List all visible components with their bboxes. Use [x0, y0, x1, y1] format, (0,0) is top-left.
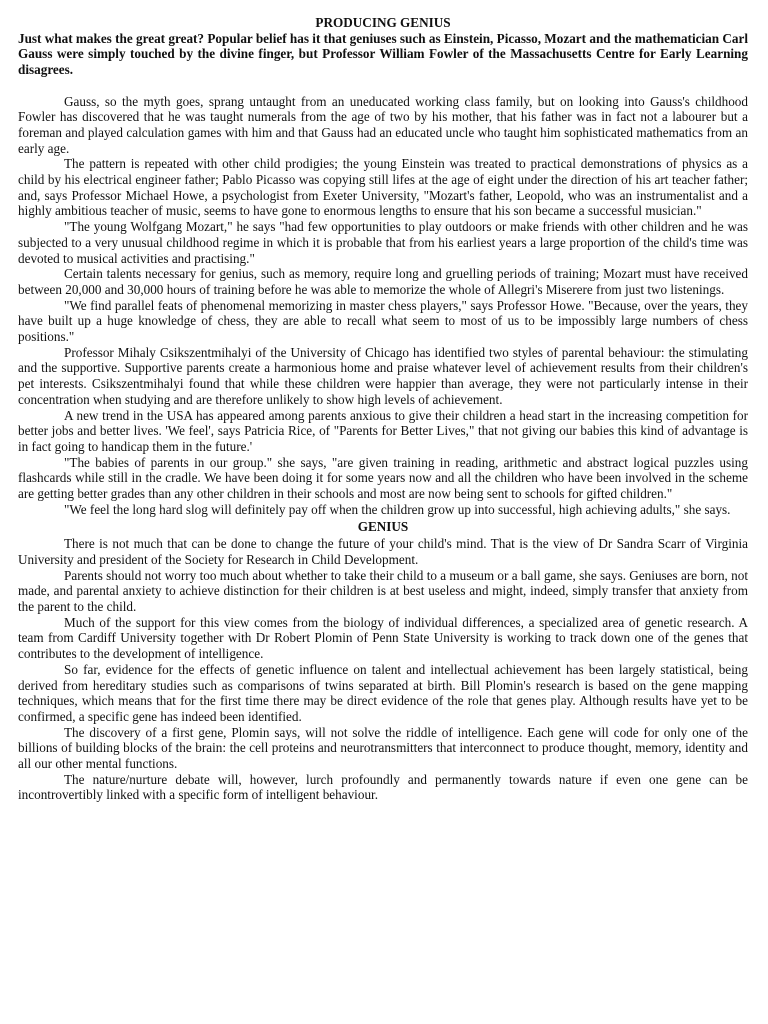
paragraph: Certain talents necessary for genius, such as memory, require long and gruelling periods of training; Mozart must have received between 20,000 and 30,000 hours of training before he was able to memorize the whole of Allegri's Miserere from just two listenings. [18, 266, 748, 297]
paragraph: "The young Wolfgang Mozart," he says "had few opportunities to play outdoors or make friends with other children and he was subjected to a very unusual childhood regime in which it is probable that from his earliest years a large proportion of the child's time was devoted to musical activities and practising." [18, 219, 748, 266]
paragraph: "We find parallel feats of phenomenal memorizing in master chess players," says Professor Howe. "Because, over the years, they have built up a huge knowledge of chess, they are able to recall what seem to most of us to be impossibly large numbers of chess positions." [18, 297, 748, 345]
paragraph: Professor Mihaly Csikszentmihalyi of the University of Chicago has identified two styles of parental behaviour: the stimulating and the supportive. Supportive parents create a harmonious home and praise whatever level of achievement results from their children's pet interests. Csikszentmihalyi found that while these children were happier than average, they were not particularly intense in their concentration when studying and are therefore unlikely to show high levels of achievement. [18, 344, 748, 407]
paragraph: Gauss, so the myth goes, sprang untaught from an uneducated working class family, but on looking into Gauss's childhood Fowler has discovered that he was taught numerals from the age of two by his mother, that his father was in fact not a labourer but a foreman and played calculation games with him and that Gauss had an educated uncle who taught him sophisticated mathematics from an early age. [18, 93, 748, 156]
paragraph: So far, evidence for the effects of genetic influence on talent and intellectual achievement has been largely statistical, being derived from hereditary studies such as comparisons of twins separated at birth. Bill Plomin's research is based on the gene mapping techniques, which means that for the first time there may be direct evidence of the role that genes play. Although results have yet to be confirmed, a specific gene has indeed been identified. [18, 661, 748, 724]
article-title: PRODUCING GENIUS [315, 15, 451, 30]
document-page [18, 15, 748, 803]
paragraph: Much of the support for this view comes from the biology of individual differences, a specialized area of genetic research. A team from Cardiff University together with Dr Robert Plomin of Penn State University is working to track down one of the genes that contributes to the development of intelligence. [18, 614, 748, 662]
section-heading: GENIUS [357, 519, 409, 535]
paragraph: Parents should not worry too much about whether to take their child to a museum or a ball game, she says. Geniuses are born, not made, and parental anxiety to achieve distinction for their children is at best useless and might, indeed, simply transfer that anxiety from the parent to the child. [18, 567, 748, 614]
paragraph: "We feel the long hard slog will definitely pay off when the children grow up into successful, high achieving adults," she says. [64, 501, 731, 517]
article-lede: Just what makes the great great? Popular belief has it that geniuses such as Einstein, Picasso, Mozart and the mathematician Carl Gauss were simply touched by the divine finger, but Professor William Fowler of the Massachusetts Centre for Early Learning disagrees. [18, 30, 748, 78]
paragraph: A new trend in the USA has appeared among parents anxious to give their children a head start in the increasing competition for better jobs and better lives. 'We feel', says Patricia Rice, of "Parents for Better Lives," that not giving our babies this kind of advantage is in fact going to handicap them in the future.' [18, 407, 748, 454]
paragraph: The nature/nurture debate will, however, lurch profoundly and permanently towards nature if even one gene can be incontrovertibly linked with a specific form of intelligent behaviour. [18, 771, 748, 803]
paragraph: The discovery of a first gene, Plomin says, will not solve the riddle of intelligence. Each gene will code for only one of the billions of building blocks of the brain: the cell proteins and neurotransmitters that interconnect to produce thought, memory, identity and all our other mental functions. [18, 724, 748, 772]
paragraph: "The babies of parents in our group." she says, "are given training in reading, arithmetic and abstract logical puzzles using flashcards while still in the cradle. We have been doing it for some years now and all the children who have been involved in the scheme are getting better grades than any other children in their schools and most are now being sent to schools for gifted children." [18, 454, 748, 502]
paragraph: There is not much that can be done to change the future of your child's mind. That is the view of Dr Sandra Scarr of Virginia University and president of the Society for Research in Child Development. [18, 536, 748, 567]
paragraph: The pattern is repeated with other child prodigies; the young Einstein was treated to practical demonstrations of physics as a child by his electrical engineer father; Pablo Picasso was copying still lifes at the age of eight under the direction of his art teacher father; and, says Professor Michael Howe, a psychologist from Exeter University, "Mozart's father, Leopold, who was an instrumentalist and a highly ambitious teacher of music, seems to have gone to enormous lengths to ensure that his son became a successful musician." [18, 156, 748, 219]
